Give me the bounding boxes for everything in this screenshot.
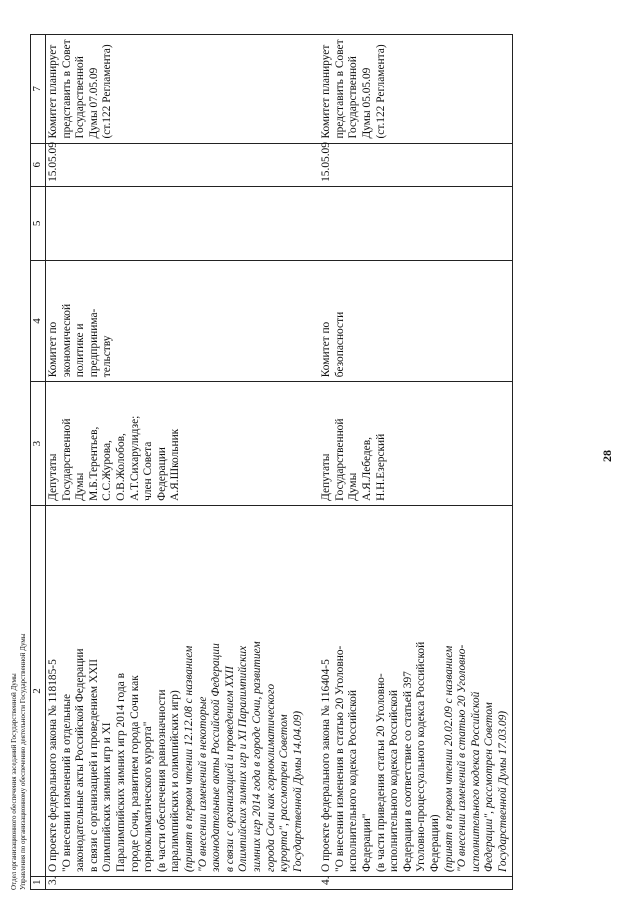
date-cell: 15.05.09 <box>319 143 512 186</box>
author-line: А.Т.Сихарулидзе; <box>128 415 141 501</box>
footer-note <box>10 634 28 890</box>
row-number: 3. <box>46 876 320 889</box>
bill-history-line: исполнительного кодекса Российской <box>469 691 482 872</box>
bill-history-line: Олимпийских зимних игр и XI Паралимпийских <box>237 645 250 872</box>
bill-title-line: Олимпийских зимних игр и XI <box>101 722 114 872</box>
bill-title-line: "О внесении изменения в статью 20 Уголовно- <box>333 645 346 872</box>
author-line: Н.Н.Езерский <box>374 433 387 501</box>
header-cell: 6 <box>31 143 46 186</box>
note-line: (ст.122 Регламента) <box>101 44 114 139</box>
author-line: Депутаты <box>320 453 333 501</box>
note-line: представить в Совет <box>60 39 73 139</box>
author-line: А.Я.Школьник <box>169 428 182 501</box>
committee-line: политике и <box>74 323 87 378</box>
author-line: Думы <box>347 472 360 501</box>
bill-history-line: города Сочи как горноклиматического <box>264 683 277 872</box>
committee-line: экономической <box>60 303 73 378</box>
author-line: Депутаты <box>47 453 59 501</box>
author-line: Федерации <box>155 447 168 501</box>
bill-title-line: паралимпийских и олимпийских игр) <box>169 690 182 872</box>
bill-title-line: горноклиматического курорта" <box>142 721 155 872</box>
bill-history-line: (принят в первом чтении 12.12.08 с названием <box>182 645 195 872</box>
bill-title-line: законодательные акты Российской Федерации <box>74 648 87 872</box>
row-number: 4. <box>319 876 512 889</box>
committee-line: безопасности <box>333 311 346 378</box>
footer-line: Управления по организационному обеспечению деятельности Государственной Думы <box>19 633 27 890</box>
header-cell: 1 <box>31 876 46 889</box>
author-line: С.С.Журова, <box>101 440 114 501</box>
column-5-cell <box>319 186 512 260</box>
header-cell: 7 <box>31 35 46 144</box>
committee-line: Комитет по <box>47 321 59 378</box>
author-line: Государственной <box>60 418 73 501</box>
author-line: член Совета <box>142 441 155 501</box>
header-cell: 3 <box>31 382 46 506</box>
note-line: Думы 05.05.09 <box>361 67 374 139</box>
bill-title-line: О проекте федерального закона № 118185-5 <box>47 659 59 872</box>
page-number: 28 <box>600 450 614 462</box>
bill-history-line: законодательные акты Российской Федерации <box>210 643 223 872</box>
note-line: Комитет планирует <box>320 44 333 139</box>
bill-title-line: (в части приведения статьи 20 Уголовно- <box>374 673 387 872</box>
table-row <box>319 35 512 890</box>
committee-cell <box>319 260 512 382</box>
bill-title-line: Федерации" <box>361 813 374 872</box>
note-line: (ст.122 Регламента) <box>374 44 387 139</box>
authors-cell <box>46 382 320 506</box>
bill-history-line: курорта", рассмотрен Советом <box>278 714 291 872</box>
authors-cell <box>319 382 512 506</box>
bill-title-cell <box>319 505 512 876</box>
committee-line: предпринима- <box>87 308 100 378</box>
bill-title-line: в связи с организацией и проведением XXII <box>87 658 100 872</box>
note-cell <box>319 35 512 144</box>
bill-title-line: Уголовно-процессуального кодекса Российской <box>415 641 428 872</box>
bill-title-line: Федерации в соответствие со статьей 397 <box>401 671 414 872</box>
note-line: Государственной <box>347 56 360 139</box>
bill-title-line: Паралимпийских зимних игр 2014 года в <box>114 673 127 872</box>
header-cell: 4 <box>31 260 46 382</box>
bill-title-line: городе Сочи, развитием города Сочи как <box>128 675 141 872</box>
footer-line: Отдел организационного обеспечения заседаний Государственной Думы <box>10 673 18 890</box>
committee-cell <box>46 260 320 382</box>
note-cell <box>46 35 320 144</box>
bill-title-line: исполнительного кодекса Российской <box>388 690 401 872</box>
bill-title-line: Федерации) <box>429 814 442 872</box>
committee-line: тельству <box>101 335 114 378</box>
bill-history-line: Федерации", рассмотрен Советом <box>483 702 496 872</box>
bill-history-line: в связи с организацией и проведением XXII <box>223 666 236 872</box>
date-cell: 15.05.09 <box>46 143 320 186</box>
note-line: представить в Совет <box>333 39 346 139</box>
author-line: Государственной <box>333 418 346 501</box>
bill-title-line: исполнительного кодекса Российской <box>347 690 360 872</box>
committee-line: Комитет по <box>320 321 333 378</box>
note-line: Государственной <box>74 56 87 139</box>
note-line: Комитет планирует <box>47 44 59 139</box>
bill-title-cell <box>46 505 320 876</box>
table-header-row <box>31 35 46 890</box>
author-line: Думы <box>74 472 87 501</box>
note-line: Думы 07.05.09 <box>87 67 100 139</box>
author-line: О.В.Жолобов, <box>114 433 127 501</box>
header-cell: 5 <box>31 186 46 260</box>
bill-history-line: (принят в первом чтении 20.02.09 с названием <box>442 645 455 872</box>
author-line: М.Б.Терентьев, <box>87 426 100 501</box>
bill-title-line: О проекте федерального закона № 116404-5 <box>320 659 333 872</box>
bill-history-line: Государственной Думы 17.03.09) <box>497 710 509 872</box>
author-line: А.Я.Лебедев, <box>361 437 374 501</box>
bill-history-line: "О внесении изменений в некоторые <box>196 696 209 872</box>
bill-history-line: зимних игр 2014 года в городе Сочи, развитием <box>250 641 263 872</box>
bill-history-line: Государственной Думы 14.04.09) <box>291 710 304 872</box>
column-5-cell <box>46 186 320 260</box>
bill-title-line: "О внесении изменений в отдельные <box>60 693 73 872</box>
header-cell: 2 <box>31 505 46 876</box>
bill-title-line: (в части обеспечения равнозначности <box>155 689 168 872</box>
bills-table <box>30 34 513 890</box>
table-row <box>46 35 320 890</box>
bill-history-line: "О внесении изменений в статью 20 Уголовно- <box>456 644 469 872</box>
